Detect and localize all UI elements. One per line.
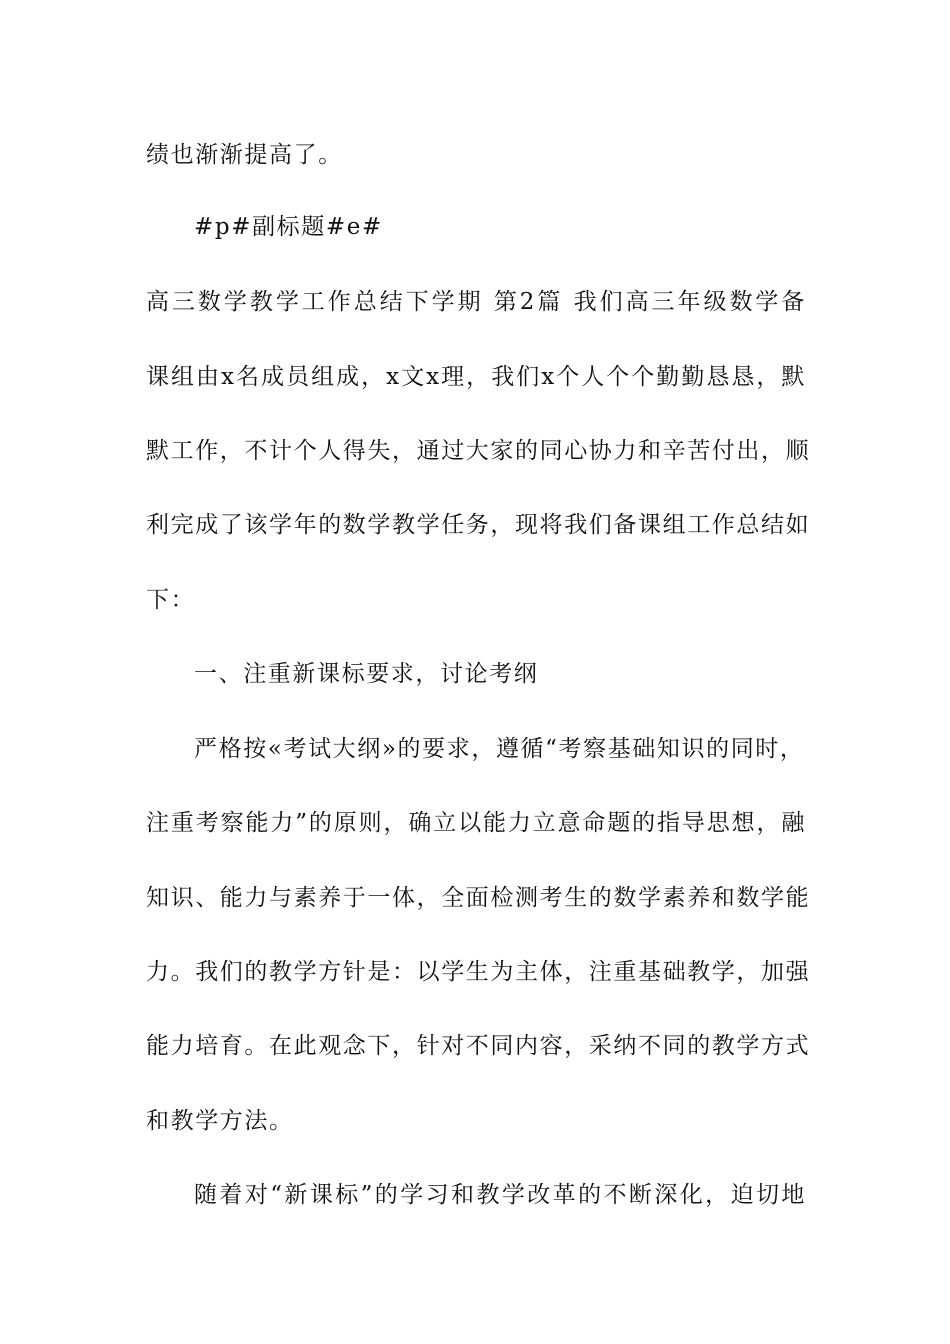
section-heading: 一、注重新课标要求，讨论考纲 — [194, 661, 539, 687]
paragraph-line-1: 绩也渐渐提高了。 — [146, 142, 343, 168]
paragraph-line-3: 高三数学教学工作总结下学期 第2篇 我们高三年级数学备 — [146, 289, 806, 315]
paragraph-line-5: 默工作，不计个人得失，通过大家的同心协力和辛苦付出，顺 — [146, 438, 811, 464]
paragraph-line-10: 注重考察能力”的原则，确立以能力立意命题的指导思想，融 — [146, 810, 806, 836]
paragraph-line-14: 和教学方法。 — [146, 1108, 294, 1134]
paragraph-line-11: 知识、能力与素养于一体，全面检测考生的数学素养和数学能 — [146, 885, 811, 911]
subtitle-marker: #p#副标题#e# — [194, 214, 383, 240]
paragraph-line-7: 下： — [146, 587, 196, 613]
paragraph-line-13: 能力培育。在此观念下，针对不同内容，采纳不同的教学方式 — [146, 1033, 811, 1059]
paragraph-line-12: 力。我们的教学方针是：以学生为主体，注重基础教学，加强 — [146, 959, 811, 985]
paragraph-line-6: 利完成了该学年的数学教学任务，现将我们备课组工作总结如 — [146, 512, 811, 538]
paragraph-line-4: 课组由x名成员组成，x文x理，我们x个人个个勤勤恳恳，默 — [146, 364, 806, 390]
paragraph-line-9: 严格按«考试大纲»的要求，遵循“考察基础知识的同时， — [194, 736, 805, 762]
paragraph-line-15: 随着对“新课标”的学习和教学改革的不断深化，迫切地 — [194, 1182, 806, 1208]
